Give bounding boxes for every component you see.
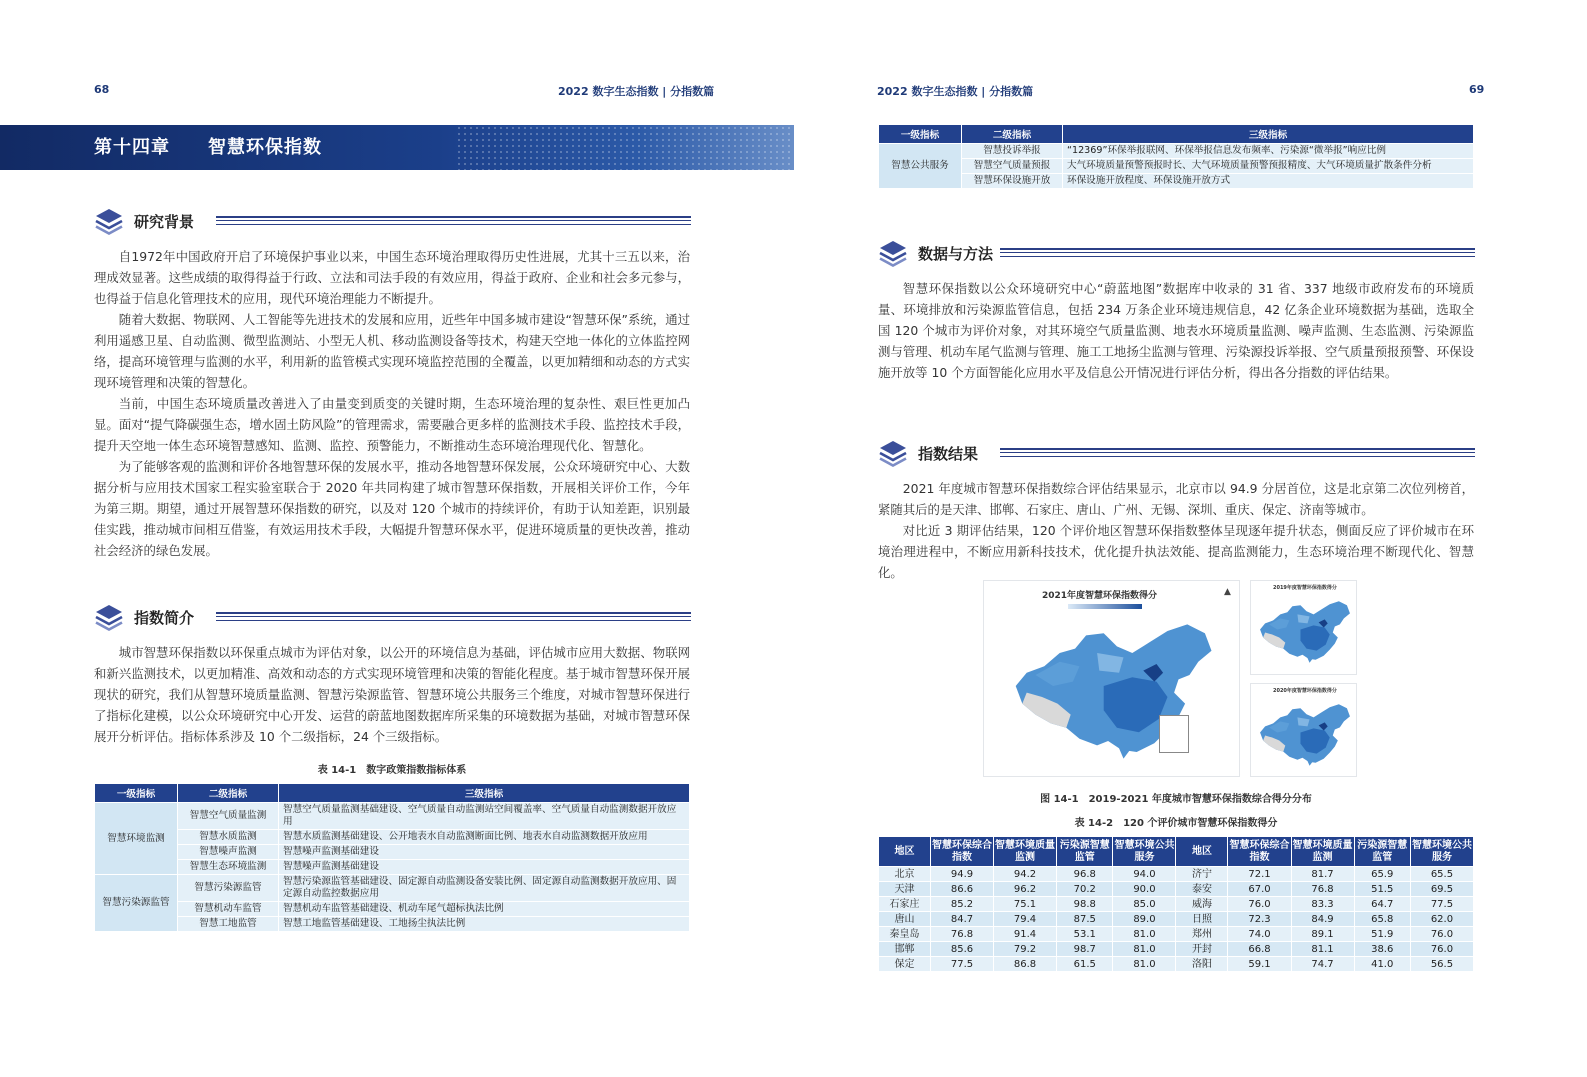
paragraph: 对比近 3 期评估结果，120 个评价地区智慧环保指数整体呈现逐年提升状态，侧面反应了评价城市在环境治理进程中，不断应用新科技技术，优化提升执法效能、提高监测能力，生态环境治理不断现代化、智慧化。 <box>878 523 1474 580</box>
header-cell: 智慧环保综合指数 <box>931 837 994 867</box>
china-map <box>990 609 1235 774</box>
score-cell: 81.0 <box>1113 957 1176 972</box>
small-map-2020 <box>1250 683 1357 777</box>
score-cell: 65.9 <box>1354 867 1410 882</box>
paragraph: 为了能够客观的监测和评价各地智慧环保的发展水平，推动各地智慧环保发展，公众环境研究中心、大数据分析与应用技术国家工程实验室联合于 2020 年共同构建了城市智慧环保指数，开展相关评价工作，今年为第三期。期望，通过开展智慧环保指数的研究，以及对 120 个城市的持续评价，有助于认知差距，识别最佳实践，推动城市间相互借鉴，有效运用技术手段，大幅提升智慧环保水平，促进环境质量的更快改善，推动社会经济的绿色发展。 <box>94 459 690 558</box>
header-cell: 污染源智慧监管 <box>1057 837 1113 867</box>
region-cell: 唐山 <box>879 912 931 927</box>
region-cell: 邯郸 <box>879 942 931 957</box>
table-caption: 表 14-1 数字政策指数指标体系 <box>317 765 467 776</box>
section-heading-method <box>878 239 1478 269</box>
indicator-table <box>94 783 690 932</box>
background-text <box>94 246 690 561</box>
level3-cell: “12369”环保举报联网、环保举报信息发布频率、污染源“微举报”响应比例 <box>1063 144 1474 159</box>
layers-icon <box>878 239 908 269</box>
level2-cell: 智慧生态环境监测 <box>178 860 279 875</box>
level3-cell: 大气环境质量预警预报时长、大气环境质量预警预报精度、大气环境质量扩散条件分析 <box>1063 159 1474 174</box>
region-cell: 郑州 <box>1176 927 1228 942</box>
score-cell: 76.0 <box>1410 927 1473 942</box>
score-cell: 85.6 <box>931 942 994 957</box>
table-row <box>95 917 690 932</box>
score-cell: 77.5 <box>1410 897 1473 912</box>
score-table <box>878 836 1474 972</box>
level2-cell: 智慧机动车监管 <box>178 902 279 917</box>
indicator-table-continued <box>878 124 1474 189</box>
level3-cell: 智慧工地监管基础建设、工地扬尘执法比例 <box>279 917 690 932</box>
level1-cell: 智慧污染源监管 <box>95 875 178 932</box>
score-cell: 41.0 <box>1354 957 1410 972</box>
score-cell: 38.6 <box>1354 942 1410 957</box>
level2-cell: 智慧水质监测 <box>178 830 279 845</box>
region-cell: 威海 <box>1176 897 1228 912</box>
map-title: 2021年度智慧环保指数得分 <box>1042 591 1158 601</box>
score-cell: 76.8 <box>931 927 994 942</box>
level3-cell: 智慧机动车监管基础建设、机动车尾气超标执法比例 <box>279 902 690 917</box>
score-cell: 96.8 <box>1057 867 1113 882</box>
header-cell: 三级指标 <box>279 784 690 803</box>
header-cell: 一级指标 <box>879 125 962 144</box>
section-heading-background <box>94 207 694 237</box>
score-cell: 94.0 <box>1113 867 1176 882</box>
score-cell: 98.8 <box>1057 897 1113 912</box>
table-header-row <box>879 125 1474 144</box>
figure-caption: 图 14-1 2019-2021 年度城市智慧环保指数综合得分分布 <box>1040 794 1312 805</box>
table-row <box>95 803 690 830</box>
header-cell: 智慧环境公共服务 <box>1113 837 1176 867</box>
region-cell: 济宁 <box>1176 867 1228 882</box>
paragraph: 智慧环保指数以公众环境研究中心“蔚蓝地图”数据库中收录的 31 省、337 地级市政府发布的环境质量、环境排放和污染源监管信息，包括 234 万条企业环境违规信息，42 亿条企业环境数据为基础，选取全国 120 个城市为评价对象，对其环境空气质量监测、地表水环境质量监测、噪声监测、生态监测、污染源监测与管理、机动车尾气监测与管理、施工工地扬尘监测与管理、污染源投诉举报、空气质量预报预警、环保设施开放等 10 个方面智能化应用水平及信息公开情况进行评估分析，得出各分指数的评估结果。 <box>878 281 1474 380</box>
score-cell: 74.0 <box>1228 927 1291 942</box>
table-row <box>879 942 1474 957</box>
score-cell: 77.5 <box>931 957 994 972</box>
section-rule <box>1000 448 1475 457</box>
score-cell: 66.8 <box>1228 942 1291 957</box>
header-cell: 二级指标 <box>962 125 1063 144</box>
section-heading-intro <box>94 603 694 633</box>
level2-cell: 智慧噪声监测 <box>178 845 279 860</box>
header-cell: 智慧环保综合指数 <box>1228 837 1291 867</box>
level3-cell: 智慧水质监测基础建设、公开地表水自动监测断面比例、地表水自动监测数据开放应用 <box>279 830 690 845</box>
china-map <box>1254 592 1355 672</box>
score-cell: 53.1 <box>1057 927 1113 942</box>
score-cell: 84.7 <box>931 912 994 927</box>
map-title: 2019年度智慧环保指数得分 <box>1273 585 1337 591</box>
running-title-right: 2022 数字生态指数 | 分指数篇 <box>877 85 1034 98</box>
score-cell: 85.2 <box>931 897 994 912</box>
score-cell: 85.0 <box>1113 897 1176 912</box>
score-cell: 56.5 <box>1410 957 1473 972</box>
table-row <box>879 144 1474 159</box>
score-cell: 89.0 <box>1113 912 1176 927</box>
score-cell: 81.7 <box>1291 867 1354 882</box>
score-cell: 86.6 <box>931 882 994 897</box>
header-cell: 智慧环境质量监测 <box>994 837 1057 867</box>
score-cell: 81.0 <box>1113 927 1176 942</box>
paragraph: 当前，中国生态环境质量改善进入了由量变到质变的关键时期，生态环境治理的复杂性、艰巨性更加凸显。面对“提气降碳强生态，增水固土防风险”的管理需求，需要融合更多样的监测技术手段、监控技术手段，提升天空地一体生态环境智慧感知、监测、监控、预警能力，不断推动生态环境治理现代化、智慧化。 <box>94 396 690 453</box>
table-row <box>95 860 690 875</box>
score-cell: 87.5 <box>1057 912 1113 927</box>
table-row <box>95 830 690 845</box>
score-cell: 62.0 <box>1410 912 1473 927</box>
region-cell: 洛阳 <box>1176 957 1228 972</box>
level2-cell: 智慧空气质量预报 <box>962 159 1063 174</box>
paragraph: 自1972年中国政府开启了环境保护事业以来，中国生态环境治理取得历史性进展，尤其十三五以来，治理成效显著。这些成绩的取得得益于行政、立法和司法手段的有效应用，得益于政府、企业和社会多元参与，也得益于信息化管理技术的应用，现代环境治理能力不断提升。 <box>94 249 690 306</box>
map-title: 2020年度智慧环保指数得分 <box>1273 688 1337 694</box>
paragraph: 2021 年度城市智慧环保指数综合评估结果显示，北京市以 94.9 分居首位，这是北京第二次位列榜首，紧随其后的是天津、邯郸、石家庄、唐山、广州、无锡、深圳、重庆、保定、济南等城市。 <box>878 481 1474 517</box>
section-heading-results <box>878 439 1478 469</box>
level3-cell: 智慧污染源监管基础建设、固定源自动监测设备安装比例、固定源自动监测数据开放应用、固定源自动监控数据应用 <box>279 875 690 902</box>
level3-cell: 智慧空气质量监测基础建设、空气质量自动监测站空间覆盖率、空气质量自动监测数据开放应用 <box>279 803 690 830</box>
layers-icon <box>94 603 124 633</box>
table-header-row <box>95 784 690 803</box>
intro-text <box>94 642 690 747</box>
header-cell: 地区 <box>879 837 931 867</box>
score-cell: 94.2 <box>994 867 1057 882</box>
table-row <box>95 875 690 902</box>
level2-cell: 智慧工地监管 <box>178 917 279 932</box>
score-cell: 98.7 <box>1057 942 1113 957</box>
level3-cell: 智慧噪声监测基础建设 <box>279 860 690 875</box>
level2-cell: 智慧环保设施开放 <box>962 174 1063 189</box>
region-cell: 北京 <box>879 867 931 882</box>
region-cell: 秦皇岛 <box>879 927 931 942</box>
score-cell: 65.8 <box>1354 912 1410 927</box>
score-cell: 51.5 <box>1354 882 1410 897</box>
header-cell: 智慧环境质量监测 <box>1291 837 1354 867</box>
method-text <box>878 278 1474 383</box>
level3-cell: 环保设施开放程度、环保设施开放方式 <box>1063 174 1474 189</box>
level2-cell: 智慧污染源监管 <box>178 875 279 902</box>
layers-icon <box>878 439 908 469</box>
score-cell: 67.0 <box>1228 882 1291 897</box>
section-title: 指数简介 <box>134 609 195 627</box>
score-cell: 70.2 <box>1057 882 1113 897</box>
score-cell: 61.5 <box>1057 957 1113 972</box>
score-table-body <box>879 867 1474 972</box>
north-arrow-icon: ▲ <box>1224 587 1231 597</box>
table-row <box>95 902 690 917</box>
score-cell: 94.9 <box>931 867 994 882</box>
china-map <box>1254 695 1355 775</box>
table-row <box>879 912 1474 927</box>
banner-pattern <box>456 125 796 170</box>
score-cell: 79.4 <box>994 912 1057 927</box>
page-number-left: 68 <box>94 83 110 96</box>
paragraph: 随着大数据、物联网、人工智能等先进技术的发展和应用，近些年中国多城市建设“智慧环保”系统，通过利用遥感卫星、自动监测、微型监测站、小型无人机、移动监测设备等技术，构建天空地一体化的立体监控网络，提高环境管理与监测的水平，利用新的监管模式实现环境监控范围的全覆盖，以更加精细和动态的方式实现环境管理和决策的智慧化。 <box>94 312 690 390</box>
table-row <box>879 174 1474 189</box>
table-row <box>879 927 1474 942</box>
score-cell: 72.3 <box>1228 912 1291 927</box>
header-cell: 一级指标 <box>95 784 178 803</box>
header-cell: 三级指标 <box>1063 125 1474 144</box>
score-cell: 91.4 <box>994 927 1057 942</box>
score-cell: 96.2 <box>994 882 1057 897</box>
left-page <box>0 0 793 1077</box>
table-row <box>879 957 1474 972</box>
level3-cell: 智慧噪声监测基础建设 <box>279 845 690 860</box>
header-cell: 地区 <box>1176 837 1228 867</box>
table-row <box>879 867 1474 882</box>
score-cell: 79.2 <box>994 942 1057 957</box>
section-title: 指数结果 <box>918 445 979 463</box>
header-cell: 智慧环境公共服务 <box>1410 837 1473 867</box>
level1-cell: 智慧公共服务 <box>879 144 962 189</box>
header-cell: 二级指标 <box>178 784 279 803</box>
layers-icon <box>94 207 124 237</box>
main-map-2021 <box>983 580 1240 777</box>
chapter-banner <box>0 125 796 170</box>
score-cell: 84.9 <box>1291 912 1354 927</box>
section-title: 数据与方法 <box>918 245 994 263</box>
score-cell: 81.0 <box>1113 942 1176 957</box>
region-cell: 保定 <box>879 957 931 972</box>
score-cell: 76.0 <box>1410 942 1473 957</box>
score-cell: 86.8 <box>994 957 1057 972</box>
score-cell: 76.0 <box>1228 897 1291 912</box>
score-cell: 72.1 <box>1228 867 1291 882</box>
score-cell: 76.8 <box>1291 882 1354 897</box>
region-cell: 石家庄 <box>879 897 931 912</box>
score-cell: 89.1 <box>1291 927 1354 942</box>
level1-cell: 智慧环境监测 <box>95 803 178 875</box>
table-row <box>879 159 1474 174</box>
running-title-left: 2022 数字生态指数 | 分指数篇 <box>558 85 715 98</box>
score-cell: 81.1 <box>1291 942 1354 957</box>
results-text <box>878 478 1474 583</box>
paragraph: 城市智慧环保指数以环保重点城市为评估对象，以公开的环境信息为基础，评估城市应用大数据、物联网和新兴监测技术，以更加精准、高效和动态的方式实现环境管理和决策的智能化程度。基于城市智慧环保开展现状的研究，我们从智慧环境质量监测、智慧污染源监管、智慧环境公共服务三个维度，对城市智慧环保进行了指标化建模，以公众环境研究中心开发、运营的蔚蓝地图数据库所采集的环境数据为基础，对城市智慧环保展开分析评估。指标体系涉及 10 个二级指标，24 个三级指标。 <box>94 645 690 744</box>
section-rule <box>1000 248 1475 257</box>
score-cell: 83.3 <box>1291 897 1354 912</box>
table-row <box>879 897 1474 912</box>
header-cell: 污染源智慧监管 <box>1354 837 1410 867</box>
section-rule <box>216 216 691 225</box>
score-cell: 65.5 <box>1410 867 1473 882</box>
score-cell: 59.1 <box>1228 957 1291 972</box>
score-cell: 90.0 <box>1113 882 1176 897</box>
score-cell: 74.7 <box>1291 957 1354 972</box>
table-row <box>95 845 690 860</box>
page-number-right: 69 <box>1469 83 1485 96</box>
level2-cell: 智慧空气质量监测 <box>178 803 279 830</box>
score-cell: 64.7 <box>1354 897 1410 912</box>
score-cell: 75.1 <box>994 897 1057 912</box>
table2-caption: 表 14-2 120 个评价城市智慧环保指数得分 <box>1074 818 1278 829</box>
score-cell: 69.5 <box>1410 882 1473 897</box>
chapter-title: 第十四章 智慧环保指数 <box>94 137 322 158</box>
right-page <box>794 0 1587 1077</box>
region-cell: 泰安 <box>1176 882 1228 897</box>
level2-cell: 智慧投诉举报 <box>962 144 1063 159</box>
table-header-row <box>879 837 1474 867</box>
score-cell: 51.9 <box>1354 927 1410 942</box>
region-cell: 日照 <box>1176 912 1228 927</box>
region-cell: 天津 <box>879 882 931 897</box>
section-rule <box>216 612 691 621</box>
section-title: 研究背景 <box>134 213 195 231</box>
south-sea-inset <box>1159 715 1189 753</box>
table-row <box>879 882 1474 897</box>
small-map-2019 <box>1250 580 1357 675</box>
region-cell: 开封 <box>1176 942 1228 957</box>
